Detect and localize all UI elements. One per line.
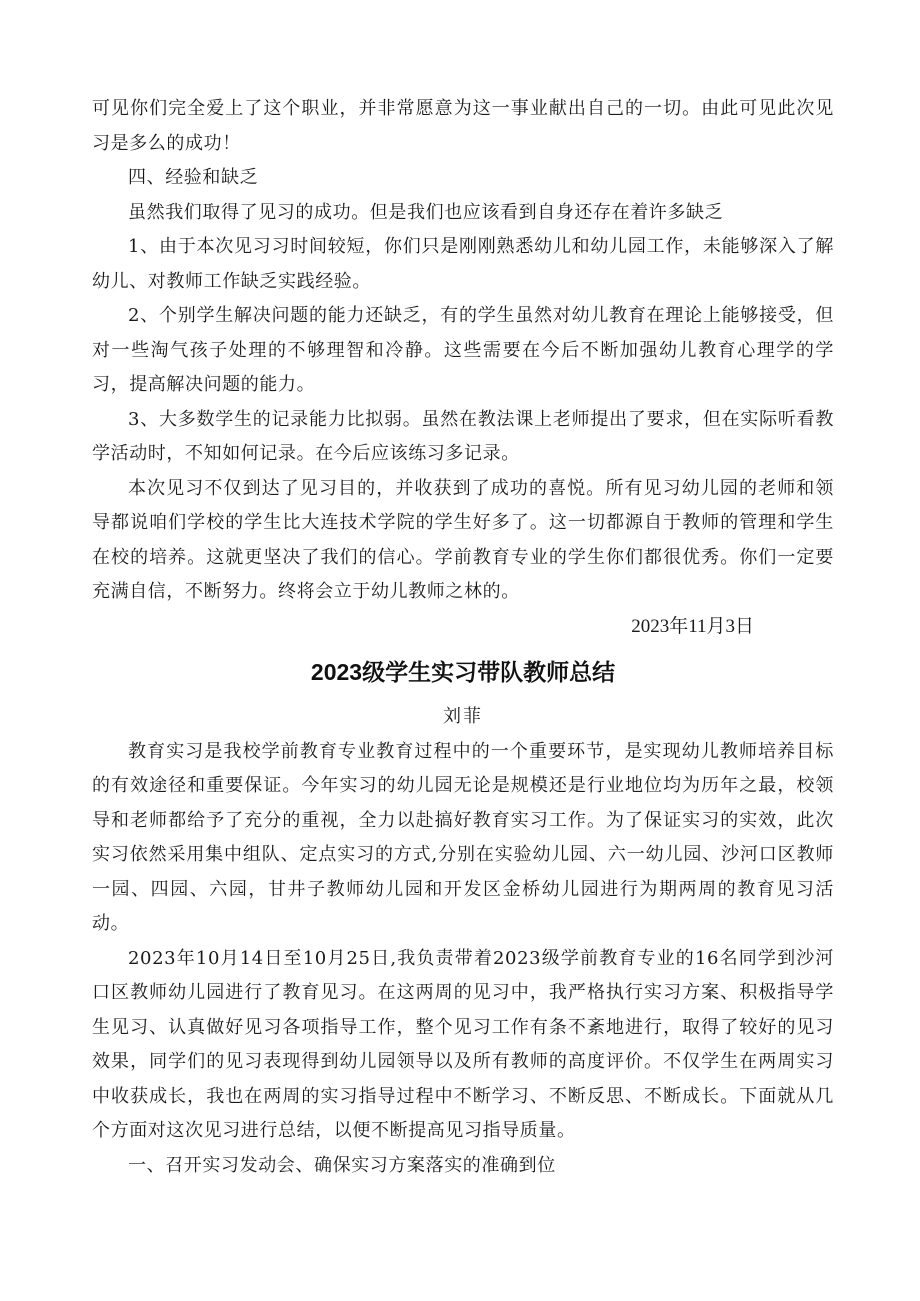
section-heading-experience: 四、经验和缺乏 (128, 167, 259, 188)
document-author: 刘菲 (443, 706, 483, 727)
document-title: 2023级学生实习带队教师总结 (310, 659, 616, 685)
section-heading-mobilization: 一、召开实习发动会、确保实习方案落实的准确到位 (128, 1154, 556, 1176)
document-date: 2023年11月3日 (631, 615, 754, 637)
paragraph-item-3: 3、大多数学生的记录能力比拟弱。虽然在教法课上老师提出了要求，但在实际听看教学活动时，不知如何记录。在今后应该练习多记录。 (92, 408, 834, 464)
paragraph-body-1: 教育实习是我校学前教育专业教育过程中的一个重要环节，是实现幼儿教师培养目标的有效途径和重要保证。今年实习的幼儿园无论是规模还是行业地位均为历年之最，校领导和老师都给予了充分的重视，全力以赴搞好教育实习工作。为了保证实习的实效，此次实习依然采用集中组队、定点实习的方式,分别在实验幼儿园、六一幼儿园、沙河口区教师一园、四园、六园，甘井子教师幼儿园和开发区金桥幼儿园进行为期两周的教育见习活动。 (92, 740, 834, 934)
document-page (92, 92, 834, 1183)
paragraph-intro-shortcomings: 虽然我们取得了见习的成功。但是我们也应该看到自身还存在着许多缺乏 (128, 201, 724, 223)
paragraph-item-1: 1、由于本次见习习时间较短，你们只是刚刚熟悉幼儿和幼儿园工作，未能够深入了解幼儿、对教师工作缺乏实践经验。 (92, 236, 834, 292)
paragraph-conclusion: 本次见习不仅到达了见习目的，并收获到了成功的喜悦。所有见习幼儿园的老师和领导都说咱们学校的学生比大连技术学院的学生好多了。这一切都源自于教师的管理和学生在校的培养。这就更坚决了我们的信心。学前教育专业的学生你们都很优秀。你们一定要充满自信，不断努力。终将会立于幼儿教师之林的。 (92, 477, 834, 602)
paragraph-body-2: 2023年10月14日至10月25日,我负责带着2023级学前教育专业的16名同学到沙河口区教师幼儿园进行了教育见习。在这两周的见习中，我严格执行实习方案、积极指导学生见习、认真做好见习各项指导工作，整个见习工作有条不紊地进行，取得了较好的见习效果，同学们的见习表现得到幼儿园领导以及所有教师的高度评价。不仅学生在两周实习中收获成长，我也在两周的实习指导过程中不断学习、不断反思、不断成长。下面就从几个方面对这次见习进行总结，以便不断提高见习指导质量。 (92, 947, 834, 1141)
paragraph-item-2: 2、个别学生解决问题的能力还缺乏，有的学生虽然对幼儿教育在理论上能够接受，但对一些淘气孩子处理的不够理智和冷静。这些需要在今后不断加强幼儿教育心理学的学习，提高解决问题的能力。 (92, 305, 834, 395)
paragraph-continuation: 可见你们完全爱上了这个职业，并非常愿意为这一事业献出自己的一切。由此可见此次见习是多么的成功！ (92, 98, 834, 154)
